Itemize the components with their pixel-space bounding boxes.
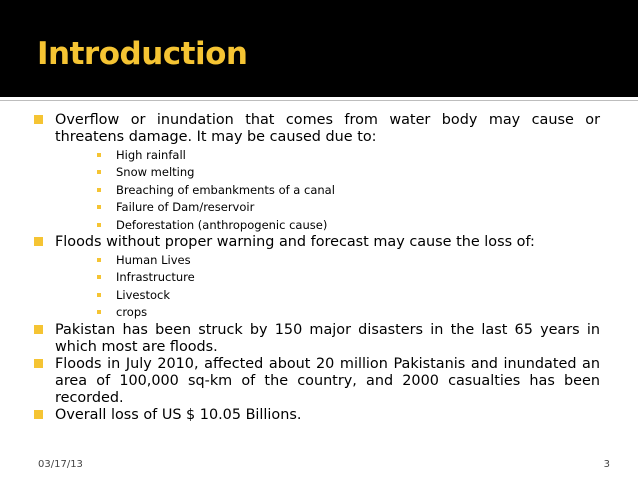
small-square-bullet-icon <box>97 258 101 262</box>
small-square-bullet-icon <box>97 153 101 157</box>
bullet-item <box>34 322 600 356</box>
sub-bullet-text: Human Lives <box>116 253 191 268</box>
sub-bullet-item <box>95 182 600 199</box>
sub-bullet-item <box>95 304 600 321</box>
small-square-bullet-icon <box>97 310 101 314</box>
sub-bullet-item <box>95 252 600 269</box>
sub-bullet-item <box>95 147 600 164</box>
bullet-text: Overall loss of US $ 10.05 Billions. <box>55 406 302 423</box>
sub-bullet-text: crops <box>116 305 148 320</box>
square-bullet-icon <box>34 359 43 368</box>
sub-bullet-item <box>95 287 600 304</box>
sub-bullet-text: Snow melting <box>116 165 195 180</box>
sub-bullet-item <box>95 269 600 286</box>
bullet-text: Floods in July 2010, affected about 20 million Pakistanis and inundated an area of 100,000 sq-km of the country, and 2000 casualties has been recorded. <box>55 355 600 406</box>
title-divider <box>0 100 638 101</box>
sub-bullet-list <box>55 147 600 234</box>
sub-bullet-text: Deforestation (anthropogenic cause) <box>116 217 328 232</box>
square-bullet-icon <box>34 237 43 246</box>
sub-bullet-text: High rainfall <box>116 148 186 162</box>
bullet-item <box>34 407 600 424</box>
small-square-bullet-icon <box>97 223 101 227</box>
small-square-bullet-icon <box>97 205 101 209</box>
bullet-text: Floods without proper warning and forecast may cause the loss of: <box>55 234 535 251</box>
bullet-item <box>34 112 600 234</box>
small-square-bullet-icon <box>97 293 101 297</box>
sub-bullet-text: Breaching of embankments of a canal <box>116 182 335 197</box>
square-bullet-icon <box>34 410 43 419</box>
title-bar <box>0 0 638 97</box>
slide-date: 03/17/13 <box>38 459 83 470</box>
sub-bullet-item <box>95 164 600 181</box>
bullet-text: Overflow or inundation that comes from water body may cause or threatens damage. It may be caused due to: <box>55 112 600 145</box>
bullet-item <box>34 234 600 322</box>
sub-bullet-text: Livestock <box>116 287 171 302</box>
page-number: 3 <box>603 459 610 470</box>
sub-bullet-text: Failure of Dam/reservoir <box>116 200 255 215</box>
sub-bullet-text: Infrastructure <box>116 270 195 285</box>
square-bullet-icon <box>34 115 43 124</box>
sub-bullet-list <box>55 252 600 322</box>
slide-title: Introduction <box>37 36 248 72</box>
sub-bullet-item <box>95 217 600 234</box>
sub-bullet-item <box>95 199 600 216</box>
bullet-list <box>34 112 600 424</box>
small-square-bullet-icon <box>97 275 101 279</box>
small-square-bullet-icon <box>97 188 101 192</box>
small-square-bullet-icon <box>97 170 101 174</box>
bullet-item <box>34 356 600 407</box>
square-bullet-icon <box>34 325 43 334</box>
bullet-text: Pakistan has been struck by 150 major disasters in the last 65 years in which most are floods. <box>55 321 600 355</box>
